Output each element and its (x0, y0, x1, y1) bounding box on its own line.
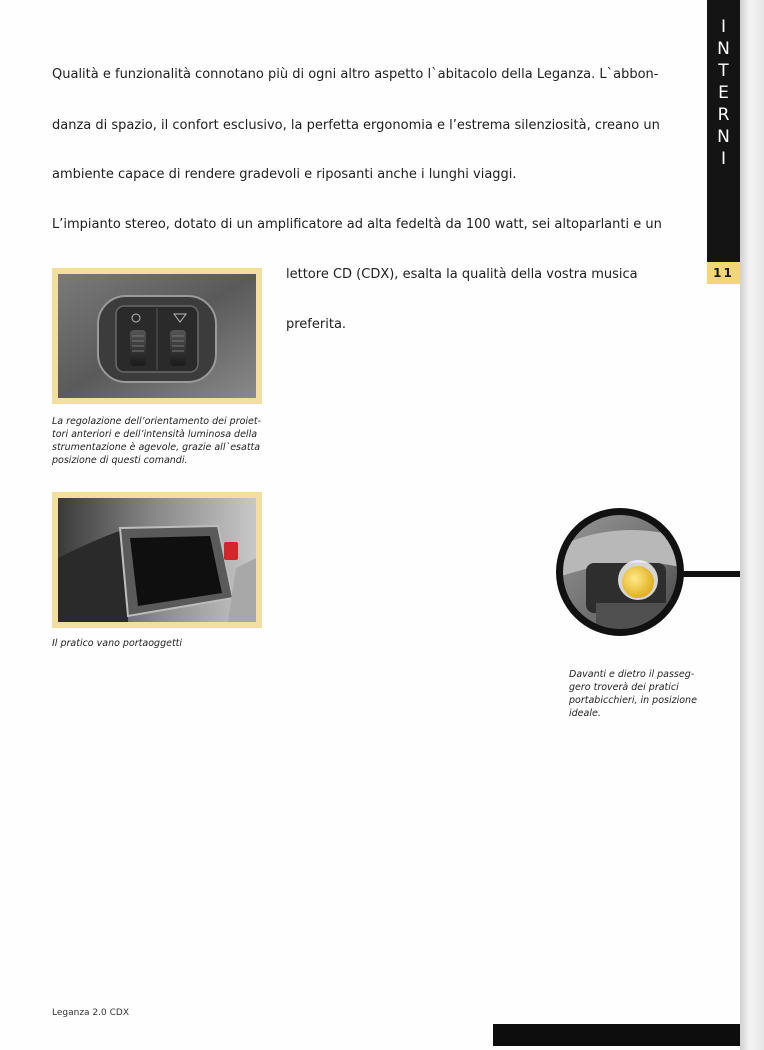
storage-compartment-image (58, 498, 256, 622)
caption-line: gero troverà dei pratici (569, 682, 679, 693)
caption-line: Davanti e dietro il passeg- (569, 669, 695, 680)
caption-line: ideale. (569, 708, 601, 719)
caption-controls (52, 415, 261, 467)
tab-letter: N (717, 127, 730, 147)
tab-letter: E (718, 83, 729, 103)
caption-line: portabicchieri, in posizione (569, 695, 697, 706)
caption-storage (52, 637, 182, 650)
caption-line: posizione di questi comandi. (52, 455, 188, 466)
tab-letter: N (717, 39, 730, 59)
page-edge (740, 0, 764, 1050)
tab-letter: I (720, 17, 726, 37)
body-text-line: ambiente capace di rendere gradevoli e riposanti anche i lunghi viaggi. (52, 167, 517, 182)
caption-cupholder (569, 668, 697, 720)
body-text-line: Qualità e funzionalità connotano più di ogni altro aspetto l`abitacolo della Leganza. L`abbon- (52, 67, 659, 82)
body-text-line: lettore CD (CDX), esalta la qualità della vostra musica (286, 267, 638, 282)
photo-controls-frame (52, 268, 262, 404)
photo-storage (58, 498, 256, 622)
caption-line: tori anteriori e dell’intensità luminosa della (52, 429, 258, 440)
tab-letter: T (718, 61, 729, 81)
bottom-bar (493, 1024, 740, 1046)
photo-controls (58, 274, 256, 398)
tab-letter: R (717, 105, 730, 125)
page-number: 11 (707, 262, 740, 284)
cupholder-image (556, 508, 684, 636)
caption-line: Il pratico vano portaoggetti (52, 638, 183, 649)
tab-letter: I (720, 149, 726, 169)
dashboard-controls-image (58, 274, 256, 398)
body-text-line: L’impianto stereo, dotato di un amplificatore ad alta fedeltà da 100 watt, sei altoparlanti e un (52, 217, 662, 232)
footer-model: Leganza 2.0 CDX (52, 1008, 129, 1018)
caption-line: strumentazione è agevole, grazie all`esatta (52, 442, 261, 453)
body-text-line: danza di spazio, il confort esclusivo, la perfetta ergonomia e l’estrema silenziosità, creano un (52, 118, 660, 133)
body-text-line: preferita. (286, 317, 347, 332)
caption-line: La regolazione dell’orientamento dei proiet- (52, 416, 262, 427)
photo-connector-line (680, 571, 740, 577)
photo-cupholder-frame (556, 508, 684, 636)
section-tab-label (707, 16, 740, 170)
photo-storage-frame (52, 492, 262, 628)
